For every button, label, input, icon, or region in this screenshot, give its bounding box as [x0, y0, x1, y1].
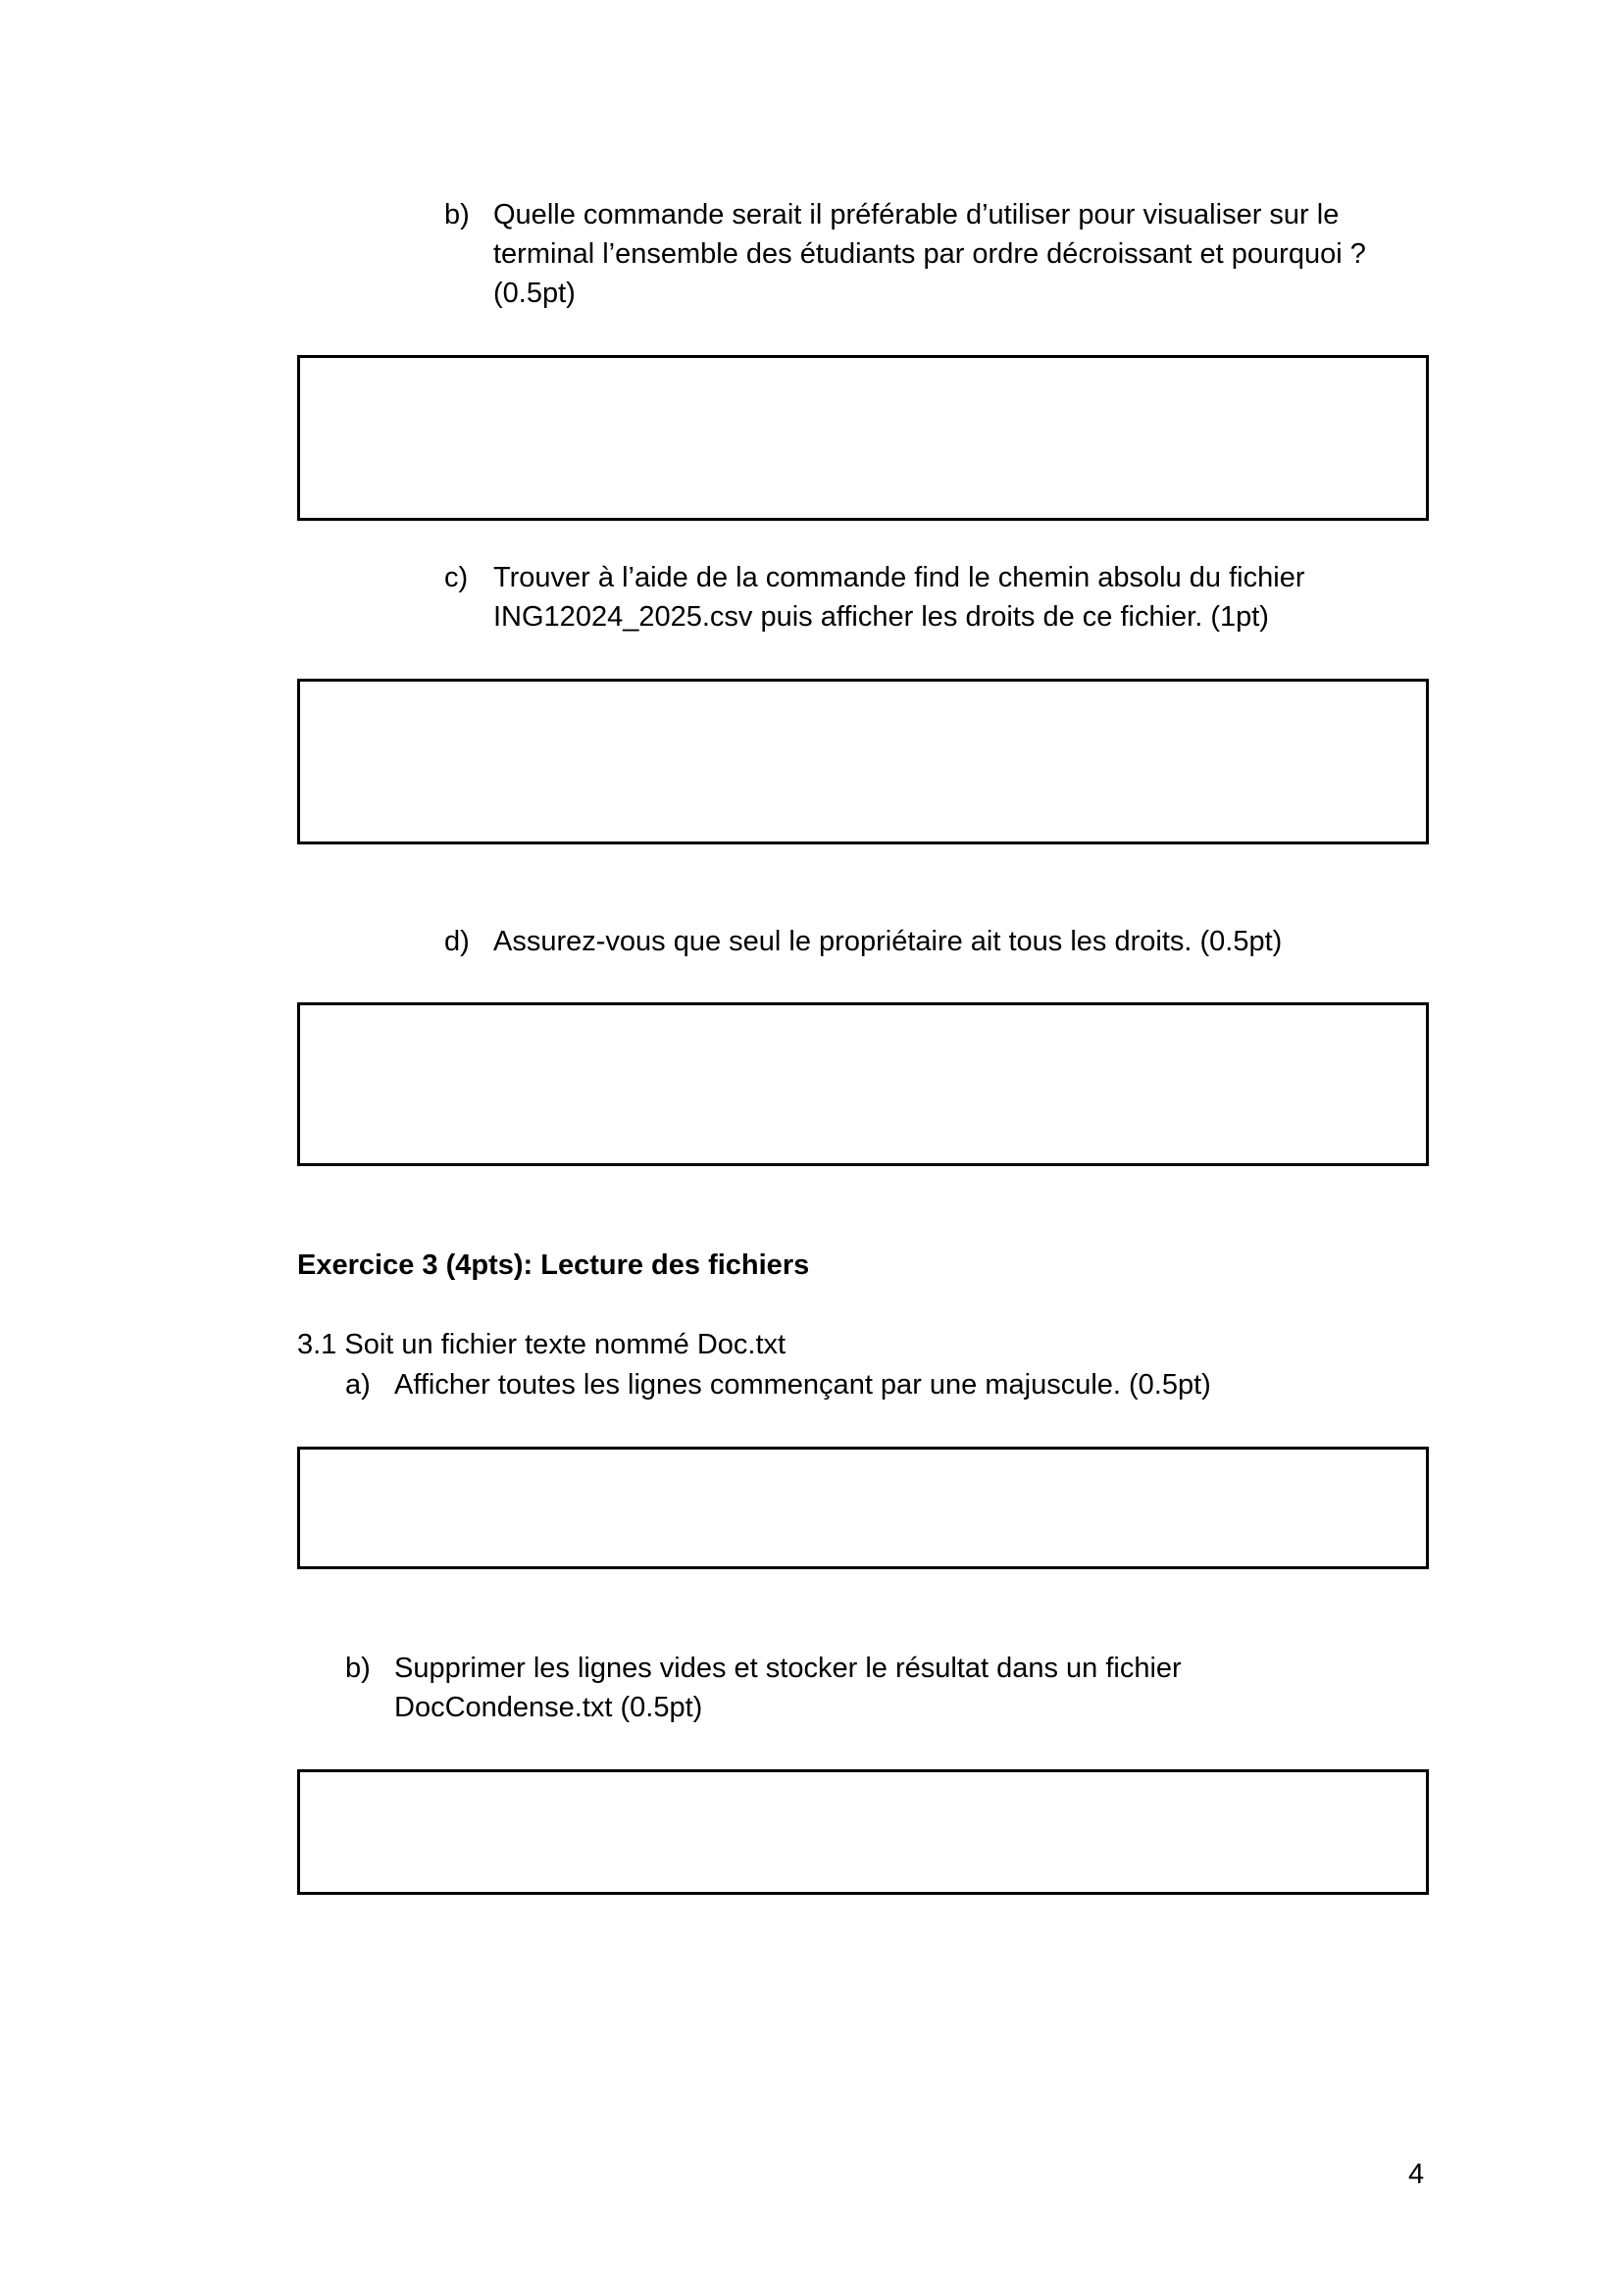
question-text-line: Afficher toutes les lignes commençant par une majuscule. (0.5pt) — [394, 1369, 1211, 1401]
question-text-line: DocCondense.txt (0.5pt) — [394, 1692, 703, 1723]
question-text-line: Trouver à l’aide de la commande find le chemin absolu du fichier — [493, 562, 1305, 593]
answer-box-c[interactable] — [297, 679, 1429, 844]
question-label: d) — [444, 926, 470, 957]
exercise-3-intro: 3.1 Soit un fichier texte nommé Doc.txt — [297, 1329, 787, 1360]
question-text-line: Assurez-vous que seul le propriétaire ait tous les droits. (0.5pt) — [493, 926, 1283, 957]
question-text-line: Supprimer les lignes vides et stocker le résultat dans un fichier — [394, 1653, 1182, 1684]
page-number: 4 — [1408, 2159, 1425, 2190]
question-label: b) — [345, 1653, 371, 1684]
answer-box-3-1-b[interactable] — [297, 1769, 1429, 1895]
question-text-line: Quelle commande serait il préférable d’utiliser pour visualiser sur le — [493, 199, 1340, 230]
question-text-line: ING12024_2025.csv puis afficher les droits de ce fichier. (1pt) — [493, 601, 1269, 633]
question-label: a) — [345, 1369, 371, 1401]
question-text-line: terminal l’ensemble des étudiants par ordre décroissant et pourquoi ? — [493, 238, 1366, 270]
question-label: c) — [444, 562, 469, 593]
question-label: b) — [444, 199, 470, 230]
exercise-3-title: Exercice 3 (4pts): Lecture des fichiers — [297, 1249, 810, 1281]
answer-box-b[interactable] — [297, 355, 1429, 521]
answer-box-d[interactable] — [297, 1002, 1429, 1166]
question-text-line: (0.5pt) — [493, 278, 576, 309]
answer-box-3-1-a[interactable] — [297, 1447, 1429, 1569]
